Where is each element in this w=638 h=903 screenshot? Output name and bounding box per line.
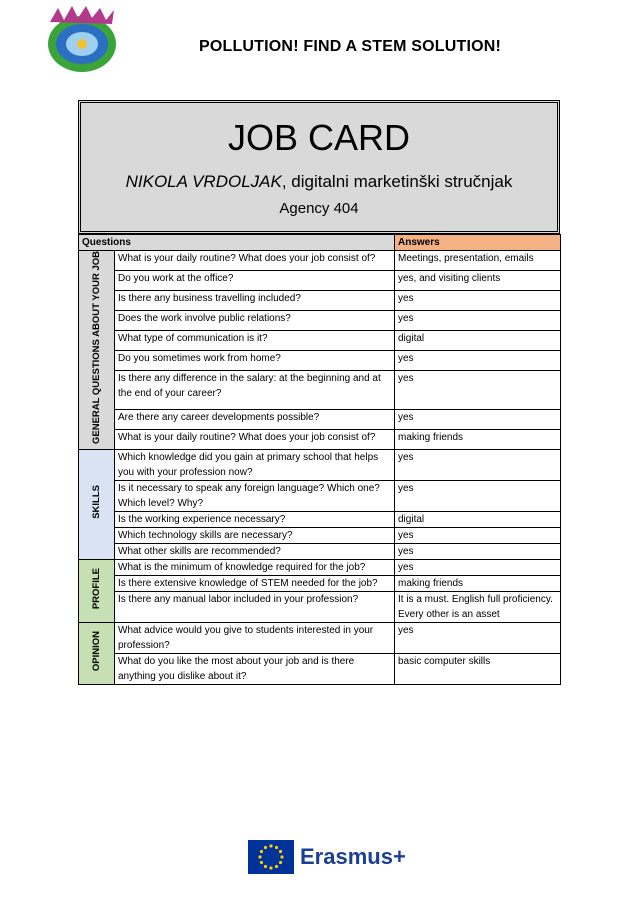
table-row bbox=[79, 654, 561, 685]
section-label-cell bbox=[79, 560, 115, 623]
section-label: OPINION bbox=[90, 630, 102, 672]
person-line bbox=[81, 171, 557, 193]
section-label: GENERAL QUESTIONS ABOUT YOUR JOB bbox=[90, 251, 102, 445]
table-row bbox=[79, 576, 561, 592]
answer-cell: yes bbox=[395, 623, 561, 654]
table-row bbox=[79, 271, 561, 291]
answer-cell: basic computer skills bbox=[395, 654, 561, 685]
document-header-title: POLLUTION! FIND A STEM SOLUTION! bbox=[198, 38, 502, 55]
question-cell: What other skills are recommended? bbox=[115, 544, 395, 560]
section-label-cell bbox=[79, 450, 115, 560]
question-cell: What do you like the most about your job and is there anything you dislike about it? bbox=[115, 654, 395, 685]
answer-cell: It is a must. English full proficiency. Every other is an asset bbox=[395, 592, 561, 623]
table-row bbox=[79, 311, 561, 331]
table-row bbox=[79, 251, 561, 271]
eu-star-icon bbox=[260, 861, 263, 864]
section-label-cell bbox=[79, 251, 115, 450]
question-cell: Is there extensive knowledge of STEM needed for the job? bbox=[115, 576, 395, 592]
table-header-row bbox=[79, 235, 561, 251]
eu-star-icon bbox=[258, 855, 261, 858]
answer-cell: yes, and visiting clients bbox=[395, 271, 561, 291]
section-label: PROFILE bbox=[90, 567, 102, 610]
question-cell: What is your daily routine? What does your job consist of? bbox=[115, 251, 395, 271]
agency-name: Agency 404 bbox=[279, 200, 359, 217]
question-cell: Is it necessary to speak any foreign language? Which one? Which level? Why? bbox=[115, 481, 395, 512]
table-row bbox=[79, 409, 561, 429]
answer-cell: digital bbox=[395, 331, 561, 351]
table-row bbox=[79, 512, 561, 528]
answer-cell: yes bbox=[395, 409, 561, 429]
question-cell: Is the working experience necessary? bbox=[115, 512, 395, 528]
table-row bbox=[79, 560, 561, 576]
eu-star-icon bbox=[264, 865, 267, 868]
table-row bbox=[79, 592, 561, 623]
question-cell: Is there any difference in the salary: at the beginning and at the end of your career? bbox=[115, 371, 395, 410]
person-name: NIKOLA VRDOLJAK bbox=[125, 172, 282, 191]
answer-cell: yes bbox=[395, 450, 561, 481]
table-row bbox=[79, 450, 561, 481]
answer-cell: making friends bbox=[395, 576, 561, 592]
table-row bbox=[79, 544, 561, 560]
table-row bbox=[79, 291, 561, 311]
question-cell: Which knowledge did you gain at primary school that helps you with your profession now? bbox=[115, 450, 395, 481]
section-label-cell bbox=[79, 623, 115, 685]
answer-cell: Meetings, presentation, emails bbox=[395, 251, 561, 271]
question-cell: Do you sometimes work from home? bbox=[115, 351, 395, 371]
person-role: , digitalni marketinški stručnjak bbox=[281, 172, 513, 191]
question-cell: Is there any manual labor included in your profession? bbox=[115, 592, 395, 623]
school-logo-icon bbox=[42, 4, 122, 76]
questions-table bbox=[78, 234, 561, 685]
answer-cell: yes bbox=[395, 351, 561, 371]
question-cell: Are there any career developments possible? bbox=[115, 409, 395, 429]
question-cell: Does the work involve public relations? bbox=[115, 311, 395, 331]
answer-cell: yes bbox=[395, 371, 561, 410]
eu-star-icon bbox=[279, 850, 282, 853]
eu-star-icon bbox=[280, 855, 283, 858]
job-card bbox=[78, 100, 560, 685]
eu-star-icon bbox=[264, 846, 267, 849]
section-label: SKILLS bbox=[90, 485, 102, 519]
eu-star-icon bbox=[269, 866, 272, 869]
answers-header: Answers bbox=[395, 235, 561, 251]
table-row bbox=[79, 623, 561, 654]
question-cell: What is your daily routine? What does your job consist of? bbox=[115, 429, 395, 449]
table-row bbox=[79, 331, 561, 351]
answer-cell: yes bbox=[395, 291, 561, 311]
eu-star-icon bbox=[279, 861, 282, 864]
answer-cell: yes bbox=[395, 544, 561, 560]
question-cell: What type of communication is it? bbox=[115, 331, 395, 351]
eu-star-icon bbox=[275, 865, 278, 868]
answer-cell: yes bbox=[395, 560, 561, 576]
table-row bbox=[79, 351, 561, 371]
erasmus-footer bbox=[248, 840, 408, 876]
table-row bbox=[79, 481, 561, 512]
answer-cell: yes bbox=[395, 481, 561, 512]
eu-flag-icon bbox=[248, 840, 294, 874]
table-row bbox=[79, 371, 561, 410]
erasmus-logo-text: Erasmus+ bbox=[300, 844, 406, 869]
answer-cell: making friends bbox=[395, 429, 561, 449]
question-cell: What is the minimum of knowledge required for the job? bbox=[115, 560, 395, 576]
question-cell: Which technology skills are necessary? bbox=[115, 528, 395, 544]
question-cell: Is there any business travelling included? bbox=[115, 291, 395, 311]
eu-star-icon bbox=[269, 844, 272, 847]
questions-header: Questions bbox=[79, 235, 395, 251]
answer-cell: yes bbox=[395, 311, 561, 331]
question-cell: Do you work at the office? bbox=[115, 271, 395, 291]
eu-star-icon bbox=[275, 846, 278, 849]
job-card-title-box bbox=[78, 100, 560, 234]
answer-cell: digital bbox=[395, 512, 561, 528]
table-row bbox=[79, 528, 561, 544]
answer-cell: yes bbox=[395, 528, 561, 544]
question-cell: What advice would you give to students interested in your profession? bbox=[115, 623, 395, 654]
job-card-title: JOB CARD bbox=[227, 117, 411, 158]
table-row bbox=[79, 429, 561, 449]
eu-star-icon bbox=[260, 850, 263, 853]
